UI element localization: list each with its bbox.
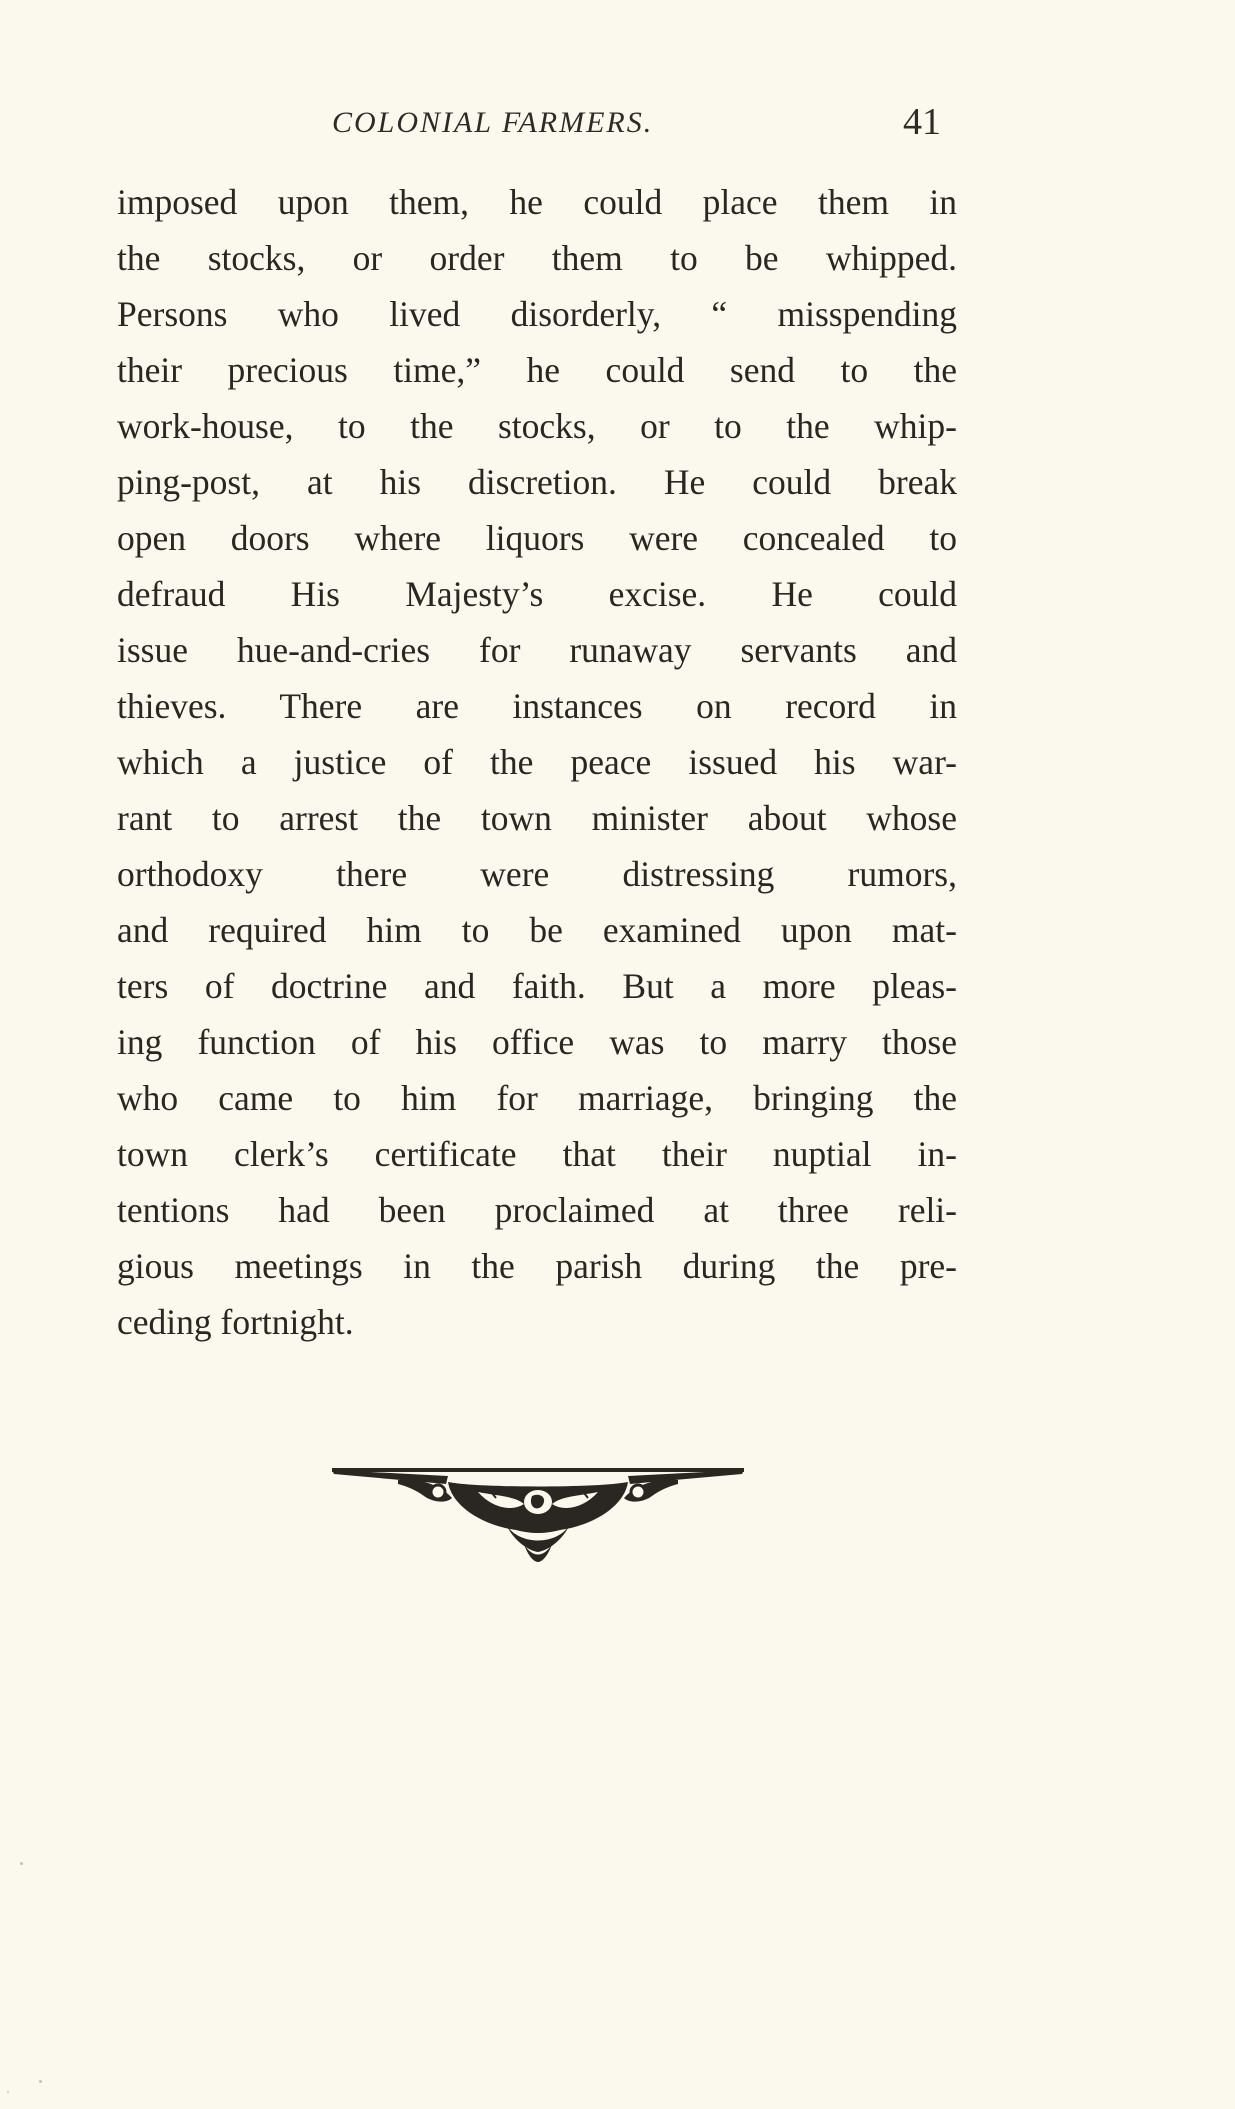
- text-line: and required him to be examined upon mat-: [117, 910, 957, 950]
- text-line: defraud His Majesty’s excise. He could: [117, 574, 957, 614]
- text-line: rant to arrest the town minister about whose: [117, 798, 957, 838]
- paper-speck: [7, 2091, 9, 2093]
- text-line: ters of doctrine and faith. But a more pleas-: [117, 966, 957, 1006]
- text-line: which a justice of the peace issued his war-: [117, 742, 957, 782]
- text-line: orthodoxy there were distressing rumors,: [117, 854, 957, 894]
- text-line: gious meetings in the parish during the pre-: [117, 1246, 957, 1286]
- text-line: thieves. There are instances on record in: [117, 686, 957, 726]
- text-line: who came to him for marriage, bringing the: [117, 1078, 957, 1118]
- running-head: [0, 100, 1235, 150]
- text-line: issue hue-and-cries for runaway servants and: [117, 630, 957, 670]
- tailpiece-scroll-ornament-icon: [328, 1462, 748, 1568]
- page-number: 41: [903, 101, 941, 143]
- paper-speck: [39, 2080, 42, 2083]
- text-line: imposed upon them, he could place them in: [117, 182, 957, 222]
- running-title: COLONIAL FARMERS.: [332, 106, 654, 139]
- text-line: ing function of his office was to marry those: [117, 1022, 957, 1062]
- text-line: Persons who lived disorderly, “ misspending: [117, 294, 957, 334]
- paper-speck: [20, 1862, 23, 1865]
- text-line: ping-post, at his discretion. He could break: [117, 462, 957, 502]
- text-line: the stocks, or order them to be whipped.: [117, 238, 957, 278]
- text-line: town clerk’s certificate that their nuptial in-: [117, 1134, 957, 1174]
- text-line: work-house, to the stocks, or to the whip-: [117, 406, 957, 446]
- text-line-last: ceding fortnight.: [117, 1302, 354, 1342]
- text-line: tentions had been proclaimed at three reli-: [117, 1190, 957, 1230]
- text-line: open doors where liquors were concealed to: [117, 518, 957, 558]
- text-line: their precious time,” he could send to the: [117, 350, 957, 390]
- body-text: [117, 174, 957, 1350]
